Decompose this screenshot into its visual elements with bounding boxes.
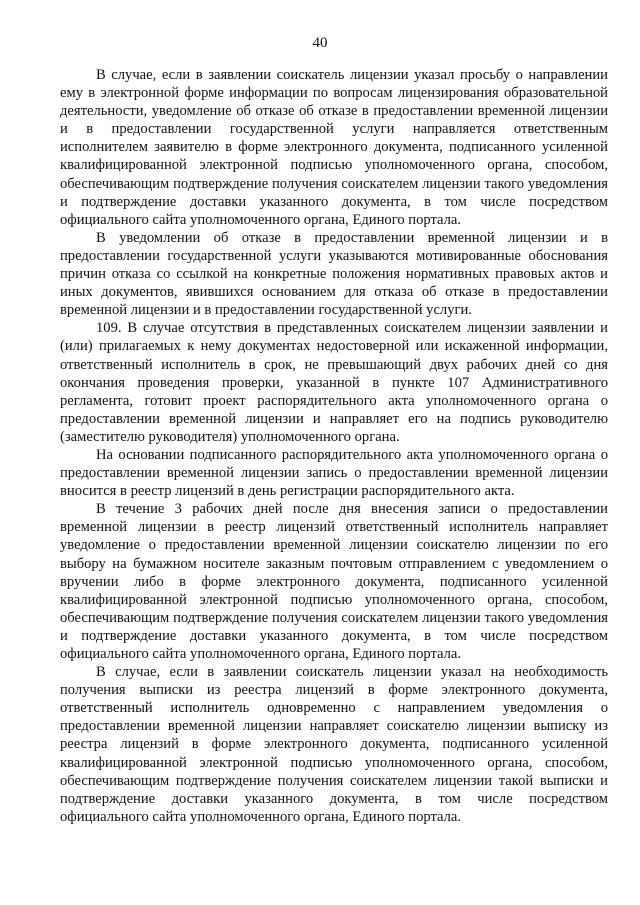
document-body: [60, 66, 608, 826]
paragraph-electronic-refusal-notice: В случае, если в заявлении соискатель лицензии указал просьбу о направлении ему в электронной форме информации по вопросам лицензирования образовательной деятельности, уведомление об отказе об отказе в предоставлении временной лицензии и в предоставлении государственной услуги направляется ответственным исполнителем заявителю в форме электронного документа, подписанного усиленной квалифицированной электронной подписью уполномоченного органа, способом, обеспечивающим подтверждение получения соискателем лицензии такого уведомления и подтверждение доставки указанного документа, в том числе посредством официального сайта уполномоченного органа, Единого портала.: [60, 67, 608, 228]
paragraph-registry-entry: На основании подписанного распорядительного акта уполномоченного органа о предоставлении временной лицензии запись о предоставлении временной лицензии вносится в реестр лицензий в день регистрации распорядительного акта.: [60, 446, 608, 500]
page-number: 40: [312, 35, 328, 51]
paragraph-clause-109: 109. В случае отсутствия в представленных соискателем лицензии заявлении и (или) прилагаемых к нему документах недостоверной или искаженной информации, ответственный исполнитель в срок, не превышающий двух рабочих дней со дня окончания проведения проверки, указанной в пункте 107 Административного регламента, готовит проект распорядительного акта уполномоченного органа о предоставлении временной лицензии и направляет его на подпись руководителю (заместителю руководителя) уполномоченного органа.: [60, 320, 608, 445]
paragraph-registry-extract: В случае, если в заявлении соискатель лицензии указал на необходимость получения выписки из реестра лицензий в форме электронного документа, ответственный исполнитель одновременно с направлением уведомления о предоставлении временной лицензии направляет соискателю лицензии выписку из реестра лицензий в форме электронного документа, подписанного усиленной квалифицированной электронной подписью уполномоченного органа, способом, обеспечивающим подтверждение получения соискателем лицензии такой выписки и подтверждение доставки указанного документа, в том числе посредством официального сайта уполномоченного органа, Единого портала.: [60, 664, 608, 825]
paragraph-refusal-reasons: В уведомлении об отказе в предоставлении временной лицензии и в предоставлении государственной услуги указываются мотивированные обоснования причин отказа со ссылкой на конкретные положения нормативных правовых актов и иных документов, явившихся основанием для отказа об отказе в предоставлении временной лицензии и в предоставлении государственной услуги.: [60, 229, 608, 319]
paragraph-notification-delivery: В течение 3 рабочих дней после дня внесения записи о предоставлении временной лицензии в реестр лицензий ответственный исполнитель направляет уведомление о предоставлении временной лицензии соискателю лицензии по его выбору на бумажном носителе заказным почтовым отправлением с уведомлением о вручении либо в форме электронного документа, подписанного усиленной квалифицированной электронной подписью уполномоченного органа, способом, обеспечивающим подтверждение получения соискателем лицензии такого уведомления и подтверждение доставки указанного документа, в том числе посредством официального сайта уполномоченного органа, Единого портала.: [60, 501, 608, 662]
